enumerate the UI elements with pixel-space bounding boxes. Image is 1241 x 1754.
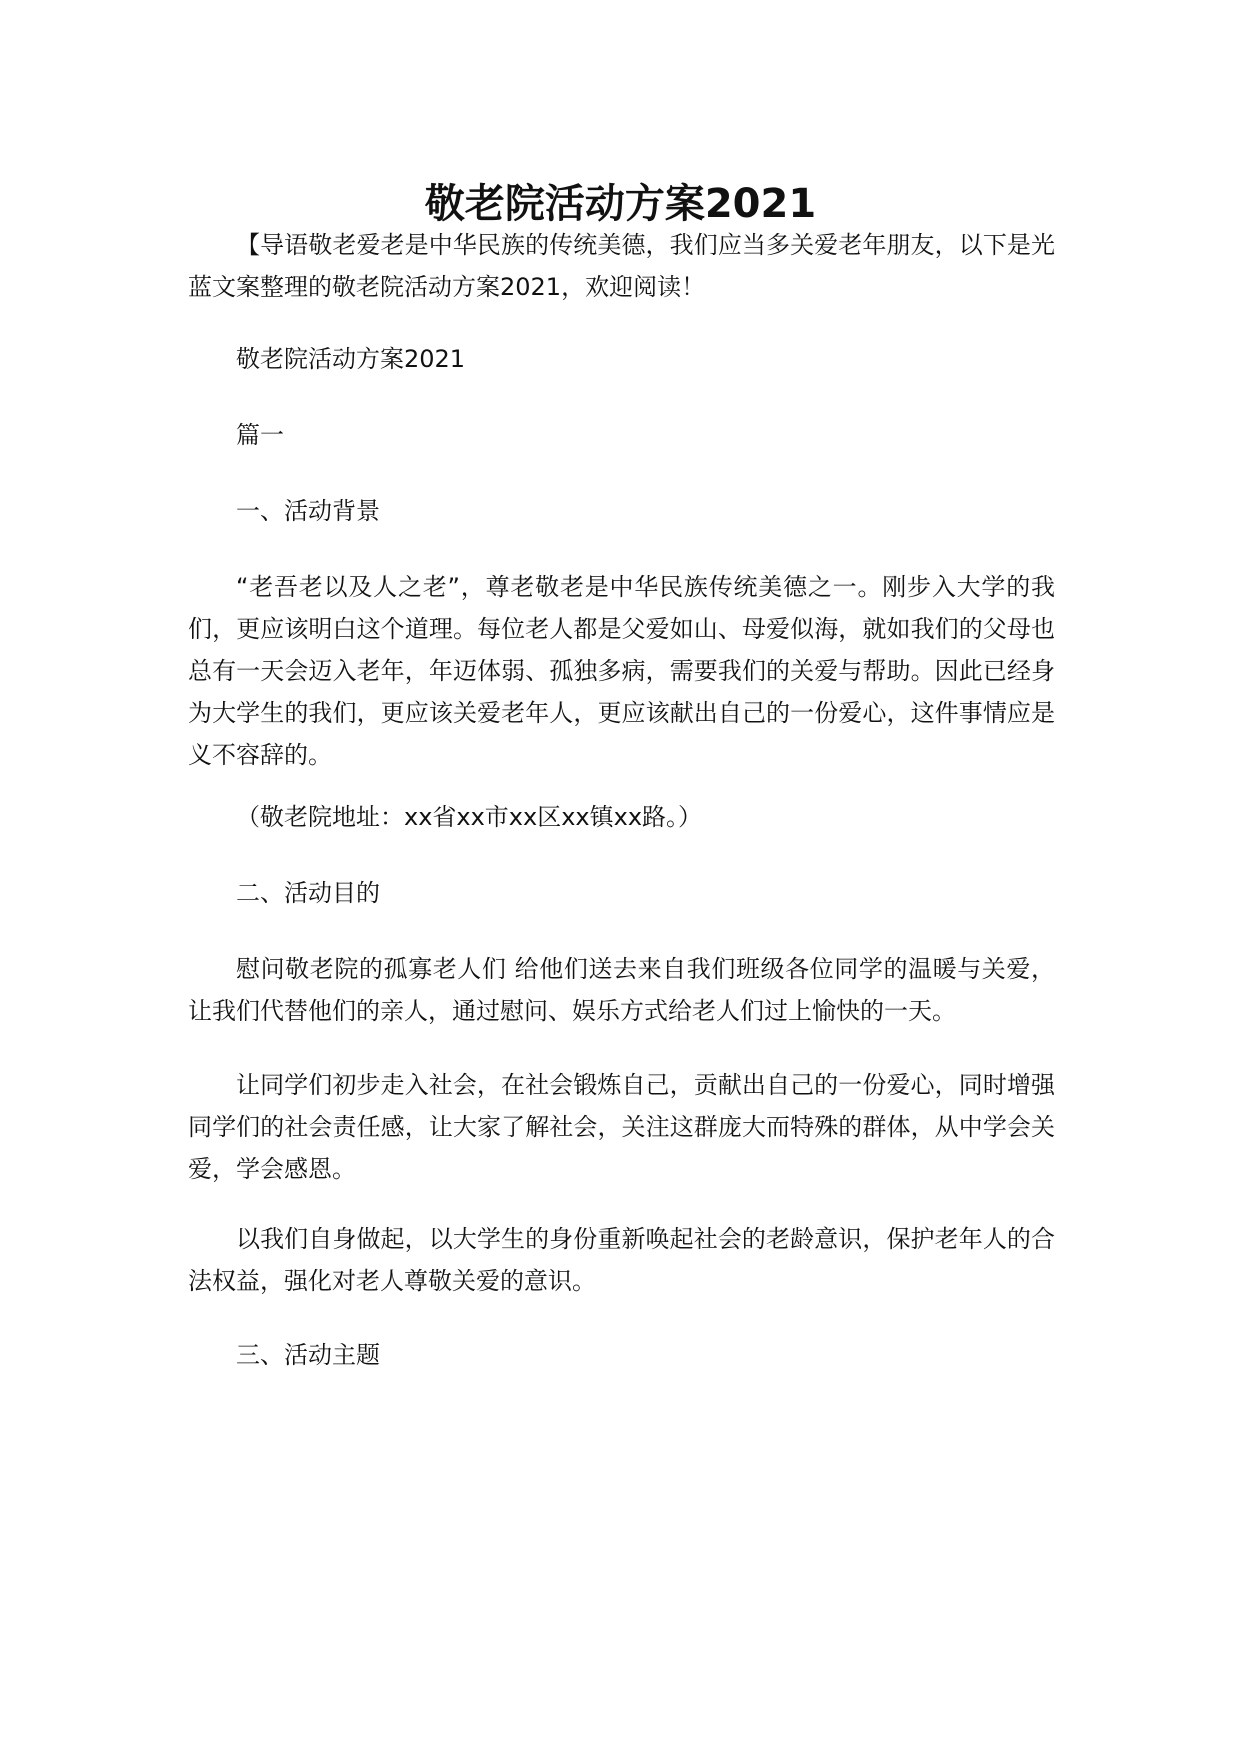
section3-heading: 三、活动主题 [236,1341,380,1369]
section2-heading: 二、活动目的 [236,879,380,907]
section2-paragraph-3: 以我们自身做起，以大学生的身份重新唤起社会的老龄意识，保护老年人的合法权益，强化对老人尊敬关爱的意识。 [188,1225,1055,1295]
subtitle: 敬老院活动方案2021 [236,345,466,373]
section1-heading: 一、活动背景 [236,497,380,525]
address-line: （敬老院地址：xx省xx市xx区xx镇xx路。） [236,803,703,831]
intro-paragraph: 【导语敬老爱老是中华民族的传统美德，我们应当多关爱老年朋友，以下是光蓝文案整理的敬老院活动方案2021，欢迎阅读！ [188,231,1055,301]
section2-paragraph-2: 让同学们初步走入社会，在社会锻炼自己，贡献出自己的一份爱心，同时增强同学们的社会责任感，让大家了解社会，关注这群庞大而特殊的群体，从中学会关爱，学会感恩。 [188,1071,1055,1183]
part-label: 篇一 [236,421,284,449]
section2-paragraph-1: 慰问敬老院的孤寡老人们 给他们送去来自我们班级各位同学的温暖与关爱，让我们代替他们的亲人，通过慰问、娱乐方式给老人们过上愉快的一天。 [188,955,1055,1025]
document-title: 敬老院活动方案2021 [424,181,817,227]
section1-paragraph: “老吾老以及人之老”，尊老敬老是中华民族传统美德之一。刚步入大学的我们，更应该明白这个道理。每位老人都是父爱如山、母爱似海，就如我们的父母也总有一天会迈入老年，年迈体弱、孤独多病，需要我们的关爱与帮助。因此已经身为大学生的我们，更应该关爱老年人，更应该献出自己的一份爱心，这件事情应是义不容辞的。 [188,573,1055,769]
